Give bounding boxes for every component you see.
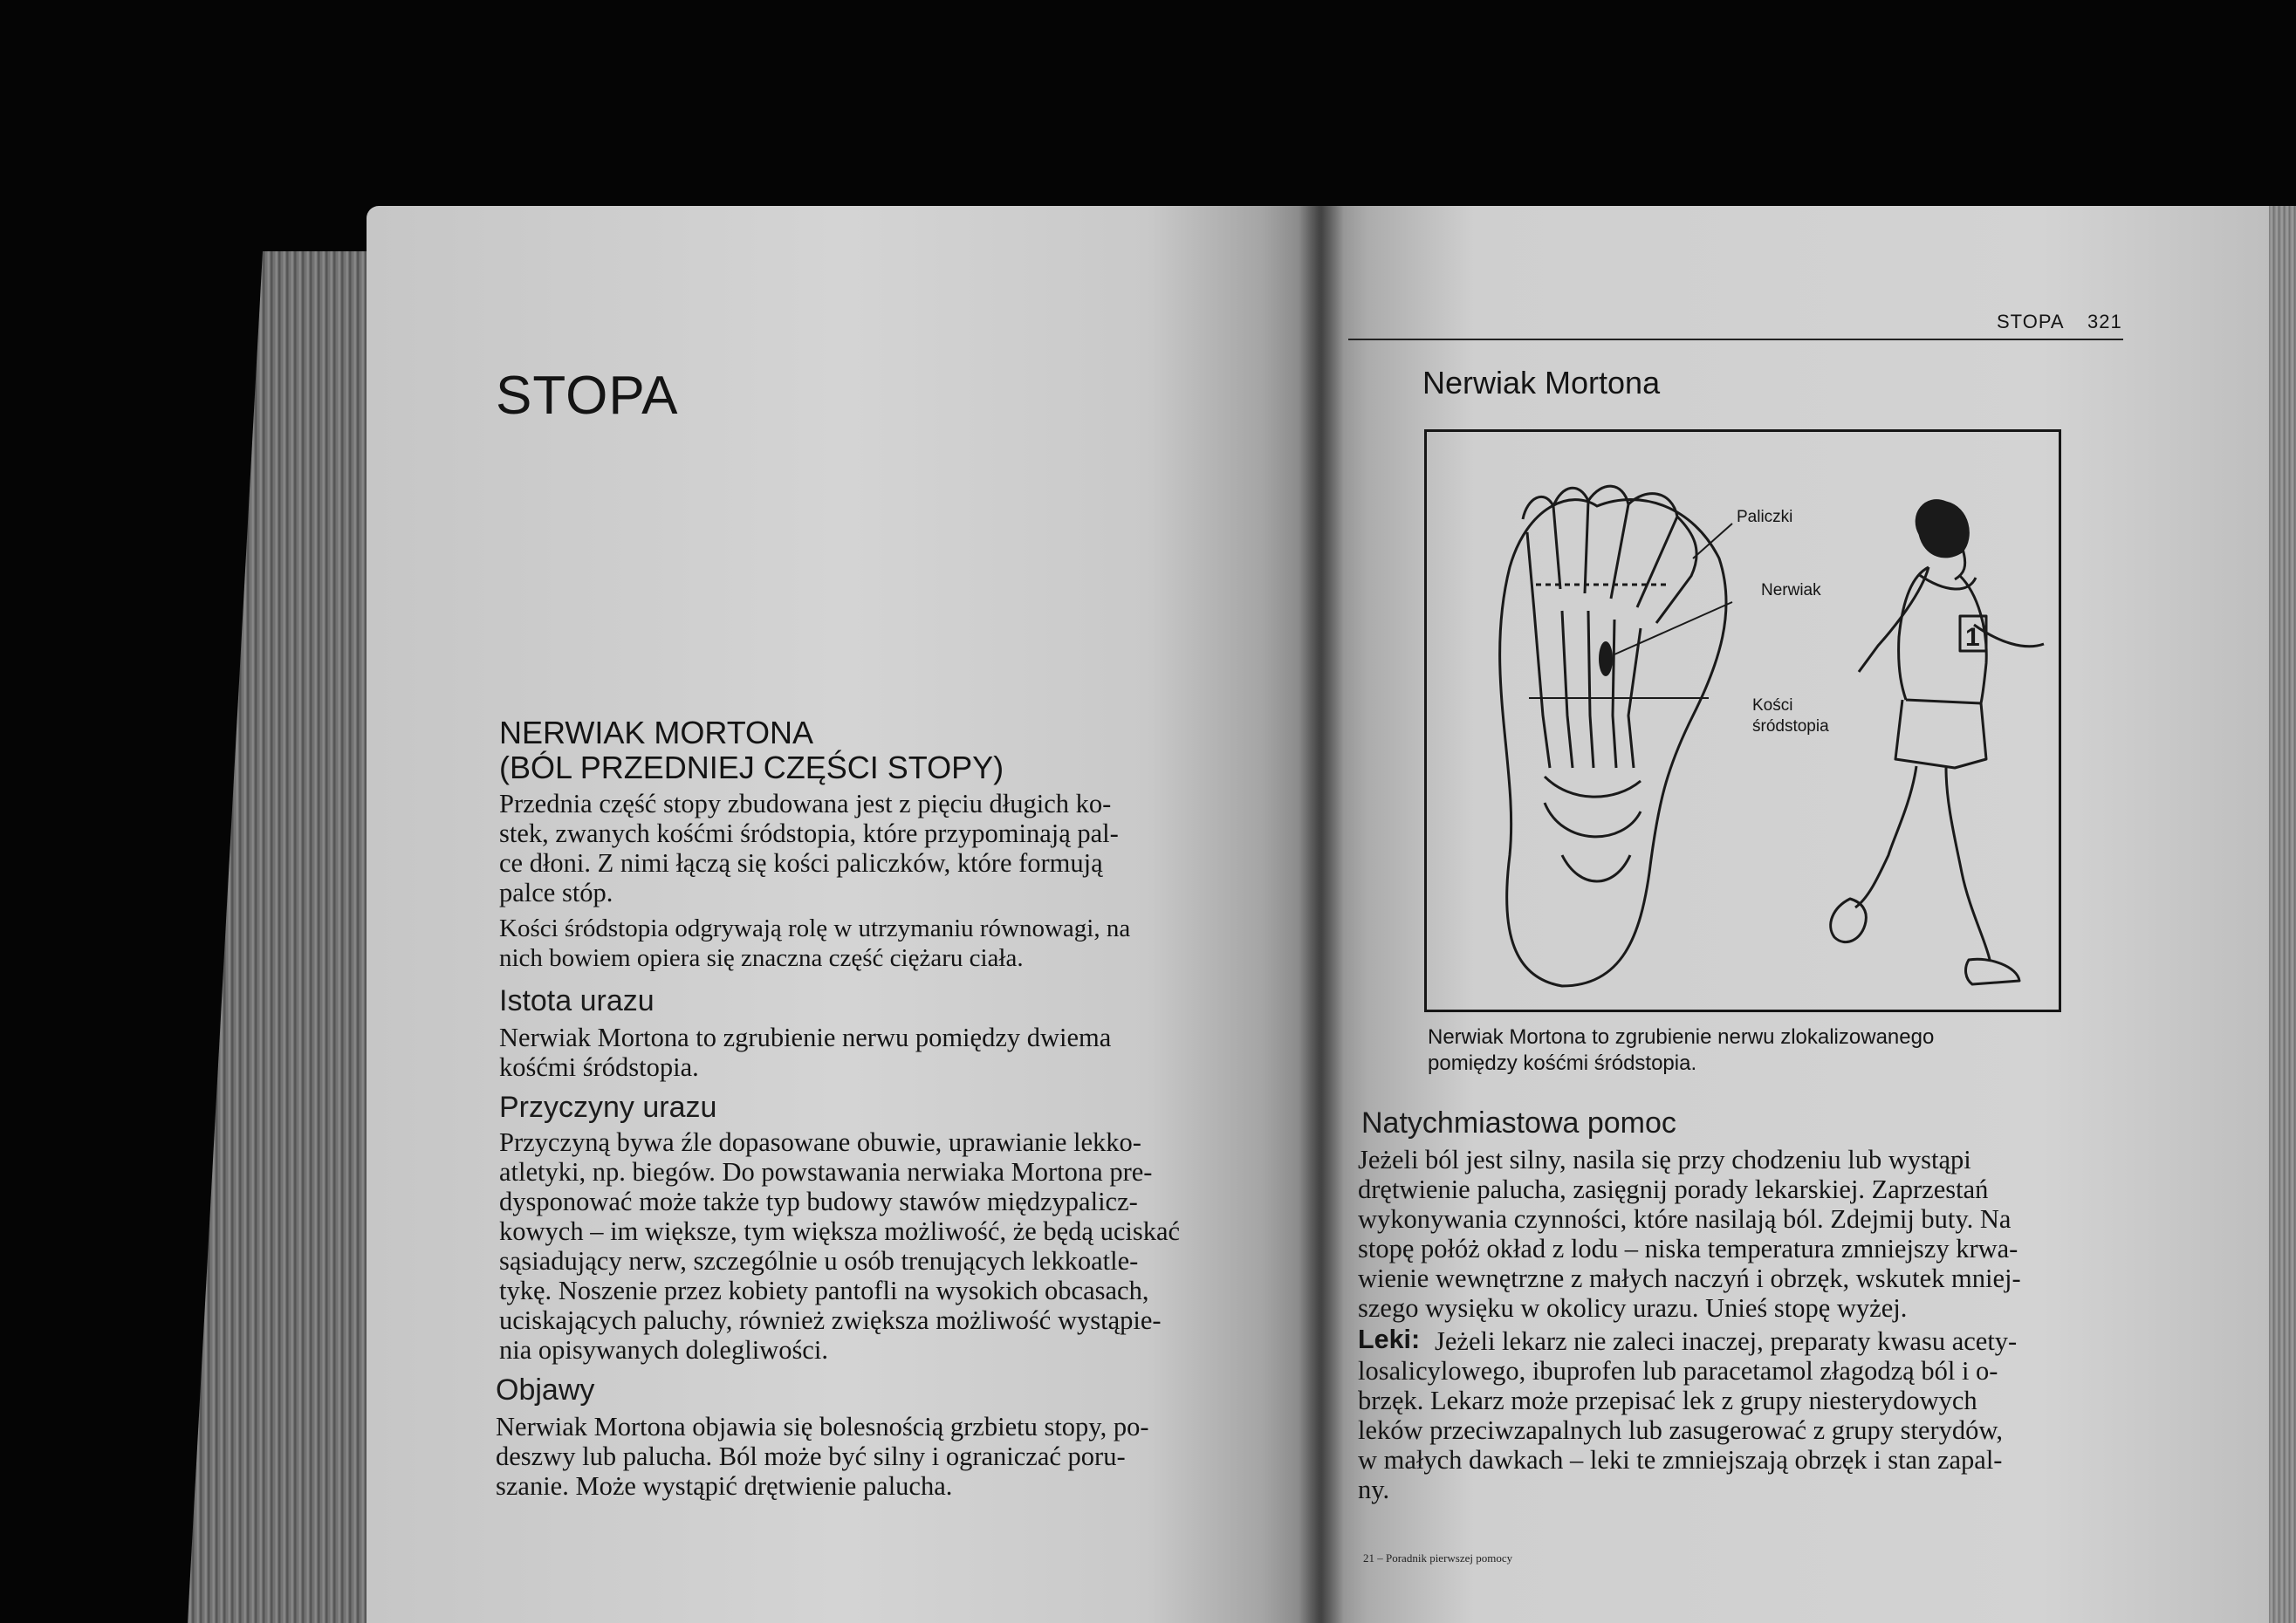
drugs-line: losalicylowego, ibuprofen lub paracetamol złagodzą ból i o- xyxy=(1358,1356,1998,1386)
intro-line: Przednia część stopy zbudowana jest z pięciu długich ko- xyxy=(499,789,1112,818)
causes-line: nia opisywanych dolegliwości. xyxy=(499,1335,828,1365)
drugs-label: Leki: xyxy=(1358,1325,1421,1354)
first-aid-line: szego wysięku w okolicy urazu. Unieś stopę wyżej. xyxy=(1358,1293,1908,1323)
left-page-edges xyxy=(188,251,375,1623)
intro-line: palce stóp. xyxy=(499,878,613,907)
drugs-line: ny. xyxy=(1358,1475,1390,1504)
drugs-line: Jeżeli lekarz nie zaleci inaczej, preparaty kwasu acety- xyxy=(1435,1326,2018,1356)
label-kosci: Kości xyxy=(1752,696,1793,715)
page-number: 321 xyxy=(2087,311,2122,332)
book-gutter xyxy=(1299,206,1344,1623)
intro-line: ce dłoni. Z nimi łączą się kości paliczków, które formują xyxy=(499,848,1103,878)
drugs-line: w małych dawkach – leki te zmniejszają obrzęk i stan zapal- xyxy=(1358,1445,2003,1475)
runner-bib-number: 1 xyxy=(1965,623,1980,652)
intro-line: stek, zwanych kośćmi śródstopia, które przypominają pal- xyxy=(499,818,1119,848)
first-aid-line: wienie wewnętrzne z małych naczyń i obrzęk, wskutek mniej- xyxy=(1358,1263,2021,1293)
causes-line: Przyczyną bywa źle dopasowane obuwie, uprawianie lekko- xyxy=(499,1127,1141,1157)
section-title-line-1: NERWIAK MORTONA xyxy=(499,715,814,750)
section-title-line-2: (BÓL PRZEDNIEJ CZĘŚCI STOPY) xyxy=(499,750,1004,785)
symptoms-line: deszwy lub palucha. Ból może być silny i ograniczać poru- xyxy=(496,1442,1126,1471)
figure-caption-line: Nerwiak Mortona to zgrubienie nerwu zlokalizowanego xyxy=(1428,1025,1935,1049)
running-header-title: STOPA xyxy=(1997,311,2065,332)
first-aid-line: drętwienie palucha, zasięgnij porady lekarskiej. Zaprzestań xyxy=(1358,1174,1989,1204)
causes-line: sąsiadujący nerw, szczególnie u osób trenujących lekkoatle- xyxy=(499,1246,1139,1276)
header-rule xyxy=(1348,339,2123,340)
intro-line: nich bowiem opiera się znaczna część ciężaru ciała. xyxy=(499,944,1024,972)
first-aid-line: stopę połóż okład z lodu – niska temperatura zmniejszy krwa- xyxy=(1358,1234,2018,1263)
symptoms-line: szanie. Może wystąpić drętwienie palucha. xyxy=(496,1471,953,1501)
label-srodstopia: śródstopia xyxy=(1752,717,1829,736)
symptoms-line: Nerwiak Mortona objawia się bolesnością grzbietu stopy, po- xyxy=(496,1412,1149,1442)
drugs-line: brzęk. Lekarz może przepisać lek z grupy niesterydowych xyxy=(1358,1386,1977,1415)
causes-line: atletyki, np. biegów. Do powstawania nerwiaka Mortona pre- xyxy=(499,1157,1153,1187)
right-page-edges xyxy=(2269,206,2296,1623)
essence-heading: Istota urazu xyxy=(499,984,655,1017)
first-aid-heading: Natychmiastowa pomoc xyxy=(1361,1106,1676,1140)
runner-illustration xyxy=(1815,471,2051,995)
symptoms-heading: Objawy xyxy=(496,1373,595,1407)
first-aid-line: wykonywania czynności, które nasilają ból. Zdejmij buty. Na xyxy=(1358,1204,2012,1234)
figure-caption-line: pomiędzy kośćmi śródstopia. xyxy=(1428,1051,1697,1075)
chapter-title: STOPA xyxy=(496,366,679,426)
intro-line: Kości śródstopia odgrywają rolę w utrzymaniu równowagi, na xyxy=(499,914,1131,942)
first-aid-line: Jeżeli ból jest silny, nasila się przy chodzeniu lub wystąpi xyxy=(1358,1145,1971,1174)
causes-line: kowych – im większe, tym większa możliwość, że będą uciskać xyxy=(499,1216,1181,1246)
causes-line: dysponować może także typ budowy stawów międzypalicz- xyxy=(499,1187,1138,1216)
page-footer: 21 – Poradnik pierwszej pomocy xyxy=(1363,1551,1513,1565)
causes-line: uciskających paluchy, również zwiększa możliwość wystąpie- xyxy=(499,1305,1162,1335)
essence-line: Nerwiak Mortona to zgrubienie nerwu pomiędzy dwiema xyxy=(499,1023,1112,1052)
essence-line: kośćmi śródstopia. xyxy=(499,1052,699,1082)
causes-line: tykę. Noszenie przez kobiety pantofli na wysokich obcasach, xyxy=(499,1276,1149,1305)
figure-title: Nerwiak Mortona xyxy=(1422,365,1661,401)
causes-heading: Przyczyny urazu xyxy=(499,1091,717,1124)
drugs-line: leków przeciwzapalnych lub zasugerować z grupy sterydów, xyxy=(1358,1415,2004,1445)
label-paliczki: Paliczki xyxy=(1737,508,1793,526)
label-nerwiak: Nerwiak xyxy=(1761,581,1821,599)
